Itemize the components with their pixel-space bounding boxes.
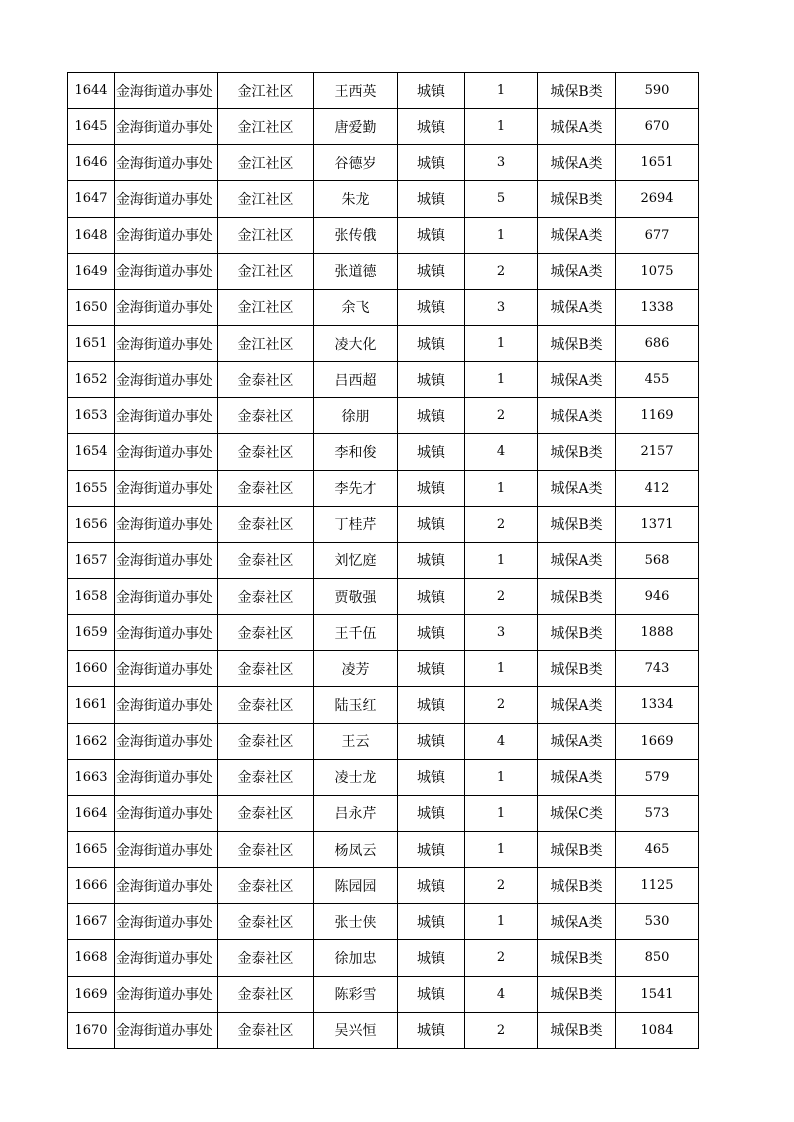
person-count-cell: 2 (465, 578, 538, 614)
category-cell: 城保B类 (538, 615, 616, 651)
community-cell: 金泰社区 (218, 831, 314, 867)
table-row (68, 868, 699, 904)
person-name-cell: 谷德岁 (314, 145, 398, 181)
household-type-cell: 城镇 (398, 1012, 465, 1048)
table-row (68, 651, 699, 687)
person-count-cell: 1 (465, 73, 538, 109)
person-name-cell: 李先才 (314, 470, 398, 506)
category-cell: 城保B类 (538, 73, 616, 109)
row-number-cell: 1665 (68, 831, 115, 867)
category-cell: 城保B类 (538, 1012, 616, 1048)
person-name-cell: 吕西超 (314, 362, 398, 398)
table-row (68, 904, 699, 940)
street-office-cell: 金海街道办事处 (115, 470, 218, 506)
community-cell: 金泰社区 (218, 362, 314, 398)
person-count-cell: 2 (465, 253, 538, 289)
person-count-cell: 1 (465, 109, 538, 145)
row-number-cell: 1645 (68, 109, 115, 145)
row-number-cell: 1647 (68, 181, 115, 217)
amount-cell: 1169 (616, 398, 699, 434)
table-row (68, 362, 699, 398)
category-cell: 城保A类 (538, 398, 616, 434)
row-number-cell: 1655 (68, 470, 115, 506)
person-count-cell: 3 (465, 289, 538, 325)
person-count-cell: 4 (465, 434, 538, 470)
person-name-cell: 王西英 (314, 73, 398, 109)
row-number-cell: 1663 (68, 759, 115, 795)
street-office-cell: 金海街道办事处 (115, 615, 218, 651)
street-office-cell: 金海街道办事处 (115, 398, 218, 434)
household-type-cell: 城镇 (398, 723, 465, 759)
amount-cell: 1075 (616, 253, 699, 289)
community-cell: 金泰社区 (218, 904, 314, 940)
household-type-cell: 城镇 (398, 145, 465, 181)
street-office-cell: 金海街道办事处 (115, 868, 218, 904)
street-office-cell: 金海街道办事处 (115, 145, 218, 181)
street-office-cell: 金海街道办事处 (115, 325, 218, 361)
category-cell: 城保A类 (538, 289, 616, 325)
amount-cell: 677 (616, 217, 699, 253)
household-type-cell: 城镇 (398, 470, 465, 506)
community-cell: 金泰社区 (218, 398, 314, 434)
community-cell: 金江社区 (218, 253, 314, 289)
household-type-cell: 城镇 (398, 759, 465, 795)
person-name-cell: 王云 (314, 723, 398, 759)
amount-cell: 850 (616, 940, 699, 976)
person-count-cell: 1 (465, 217, 538, 253)
household-type-cell: 城镇 (398, 542, 465, 578)
category-cell: 城保A类 (538, 470, 616, 506)
street-office-cell: 金海街道办事处 (115, 434, 218, 470)
row-number-cell: 1654 (68, 434, 115, 470)
row-number-cell: 1656 (68, 506, 115, 542)
community-cell: 金泰社区 (218, 542, 314, 578)
household-type-cell: 城镇 (398, 578, 465, 614)
category-cell: 城保A类 (538, 217, 616, 253)
household-type-cell: 城镇 (398, 615, 465, 651)
amount-cell: 743 (616, 651, 699, 687)
amount-cell: 1125 (616, 868, 699, 904)
person-name-cell: 贾敬强 (314, 578, 398, 614)
category-cell: 城保A类 (538, 542, 616, 578)
table-row (68, 506, 699, 542)
table-row (68, 470, 699, 506)
category-cell: 城保A类 (538, 759, 616, 795)
person-count-cell: 1 (465, 362, 538, 398)
row-number-cell: 1669 (68, 976, 115, 1012)
person-count-cell: 1 (465, 904, 538, 940)
table-row (68, 1012, 699, 1048)
person-count-cell: 4 (465, 976, 538, 1012)
household-type-cell: 城镇 (398, 325, 465, 361)
community-cell: 金泰社区 (218, 723, 314, 759)
row-number-cell: 1657 (68, 542, 115, 578)
community-cell: 金江社区 (218, 109, 314, 145)
category-cell: 城保B类 (538, 578, 616, 614)
person-name-cell: 徐朋 (314, 398, 398, 434)
person-count-cell: 1 (465, 759, 538, 795)
street-office-cell: 金海街道办事处 (115, 976, 218, 1012)
person-name-cell: 李和俊 (314, 434, 398, 470)
table-body (68, 73, 699, 1049)
row-number-cell: 1652 (68, 362, 115, 398)
amount-cell: 530 (616, 904, 699, 940)
amount-cell: 590 (616, 73, 699, 109)
community-cell: 金江社区 (218, 181, 314, 217)
table-row (68, 398, 699, 434)
amount-cell: 946 (616, 578, 699, 614)
category-cell: 城保A类 (538, 109, 616, 145)
community-cell: 金泰社区 (218, 434, 314, 470)
street-office-cell: 金海街道办事处 (115, 73, 218, 109)
amount-cell: 1651 (616, 145, 699, 181)
person-name-cell: 凌士龙 (314, 759, 398, 795)
community-cell: 金江社区 (218, 217, 314, 253)
person-count-cell: 2 (465, 687, 538, 723)
amount-cell: 1541 (616, 976, 699, 1012)
community-cell: 金泰社区 (218, 940, 314, 976)
person-count-cell: 1 (465, 325, 538, 361)
person-name-cell: 张传俄 (314, 217, 398, 253)
table-row (68, 73, 699, 109)
person-name-cell: 刘忆庭 (314, 542, 398, 578)
household-type-cell: 城镇 (398, 904, 465, 940)
table-row (68, 940, 699, 976)
amount-cell: 670 (616, 109, 699, 145)
community-cell: 金泰社区 (218, 578, 314, 614)
household-type-cell: 城镇 (398, 506, 465, 542)
community-cell: 金泰社区 (218, 615, 314, 651)
row-number-cell: 1646 (68, 145, 115, 181)
street-office-cell: 金海街道办事处 (115, 723, 218, 759)
table-row (68, 542, 699, 578)
community-cell: 金泰社区 (218, 759, 314, 795)
household-type-cell: 城镇 (398, 289, 465, 325)
street-office-cell: 金海街道办事处 (115, 904, 218, 940)
person-name-cell: 余飞 (314, 289, 398, 325)
street-office-cell: 金海街道办事处 (115, 217, 218, 253)
household-type-cell: 城镇 (398, 795, 465, 831)
community-cell: 金江社区 (218, 145, 314, 181)
category-cell: 城保B类 (538, 868, 616, 904)
person-name-cell: 凌芳 (314, 651, 398, 687)
household-type-cell: 城镇 (398, 362, 465, 398)
person-name-cell: 陈园园 (314, 868, 398, 904)
person-count-cell: 2 (465, 868, 538, 904)
person-name-cell: 吴兴恒 (314, 1012, 398, 1048)
category-cell: 城保B类 (538, 831, 616, 867)
person-name-cell: 朱龙 (314, 181, 398, 217)
community-cell: 金泰社区 (218, 506, 314, 542)
row-number-cell: 1651 (68, 325, 115, 361)
table-row (68, 759, 699, 795)
row-number-cell: 1659 (68, 615, 115, 651)
table-row (68, 109, 699, 145)
row-number-cell: 1653 (68, 398, 115, 434)
person-name-cell: 杨凤云 (314, 831, 398, 867)
amount-cell: 1338 (616, 289, 699, 325)
table-row (68, 687, 699, 723)
row-number-cell: 1670 (68, 1012, 115, 1048)
street-office-cell: 金海街道办事处 (115, 831, 218, 867)
category-cell: 城保A类 (538, 723, 616, 759)
category-cell: 城保A类 (538, 904, 616, 940)
table-row (68, 976, 699, 1012)
community-cell: 金泰社区 (218, 687, 314, 723)
row-number-cell: 1648 (68, 217, 115, 253)
person-count-cell: 1 (465, 470, 538, 506)
household-type-cell: 城镇 (398, 73, 465, 109)
household-type-cell: 城镇 (398, 398, 465, 434)
category-cell: 城保A类 (538, 362, 616, 398)
household-type-cell: 城镇 (398, 976, 465, 1012)
row-number-cell: 1668 (68, 940, 115, 976)
amount-cell: 412 (616, 470, 699, 506)
street-office-cell: 金海街道办事处 (115, 687, 218, 723)
table-row (68, 795, 699, 831)
household-type-cell: 城镇 (398, 109, 465, 145)
category-cell: 城保B类 (538, 651, 616, 687)
community-cell: 金泰社区 (218, 1012, 314, 1048)
household-type-cell: 城镇 (398, 434, 465, 470)
row-number-cell: 1662 (68, 723, 115, 759)
category-cell: 城保B类 (538, 940, 616, 976)
amount-cell: 1888 (616, 615, 699, 651)
amount-cell: 579 (616, 759, 699, 795)
amount-cell: 1669 (616, 723, 699, 759)
person-count-cell: 2 (465, 506, 538, 542)
table-row (68, 831, 699, 867)
street-office-cell: 金海街道办事处 (115, 759, 218, 795)
amount-cell: 1084 (616, 1012, 699, 1048)
row-number-cell: 1661 (68, 687, 115, 723)
street-office-cell: 金海街道办事处 (115, 506, 218, 542)
community-cell: 金泰社区 (218, 470, 314, 506)
household-type-cell: 城镇 (398, 253, 465, 289)
category-cell: 城保A类 (538, 253, 616, 289)
community-cell: 金江社区 (218, 289, 314, 325)
person-name-cell: 徐加忠 (314, 940, 398, 976)
row-number-cell: 1658 (68, 578, 115, 614)
community-cell: 金江社区 (218, 325, 314, 361)
amount-cell: 2694 (616, 181, 699, 217)
person-count-cell: 1 (465, 831, 538, 867)
street-office-cell: 金海街道办事处 (115, 542, 218, 578)
category-cell: 城保B类 (538, 976, 616, 1012)
table-row (68, 145, 699, 181)
community-cell: 金泰社区 (218, 976, 314, 1012)
person-name-cell: 张道德 (314, 253, 398, 289)
household-type-cell: 城镇 (398, 868, 465, 904)
amount-cell: 573 (616, 795, 699, 831)
street-office-cell: 金海街道办事处 (115, 578, 218, 614)
row-number-cell: 1650 (68, 289, 115, 325)
row-number-cell: 1660 (68, 651, 115, 687)
household-type-cell: 城镇 (398, 181, 465, 217)
table-row (68, 434, 699, 470)
table-row (68, 723, 699, 759)
table-row (68, 578, 699, 614)
category-cell: 城保B类 (538, 181, 616, 217)
person-count-cell: 4 (465, 723, 538, 759)
roster-table (67, 72, 699, 1049)
street-office-cell: 金海街道办事处 (115, 109, 218, 145)
person-count-cell: 1 (465, 651, 538, 687)
community-cell: 金泰社区 (218, 868, 314, 904)
person-name-cell: 张士侠 (314, 904, 398, 940)
person-name-cell: 陆玉红 (314, 687, 398, 723)
amount-cell: 455 (616, 362, 699, 398)
street-office-cell: 金海街道办事处 (115, 940, 218, 976)
street-office-cell: 金海街道办事处 (115, 289, 218, 325)
amount-cell: 465 (616, 831, 699, 867)
household-type-cell: 城镇 (398, 651, 465, 687)
person-count-cell: 3 (465, 145, 538, 181)
category-cell: 城保C类 (538, 795, 616, 831)
table-row (68, 253, 699, 289)
household-type-cell: 城镇 (398, 217, 465, 253)
person-count-cell: 1 (465, 542, 538, 578)
category-cell: 城保A类 (538, 687, 616, 723)
amount-cell: 568 (616, 542, 699, 578)
person-name-cell: 吕永芹 (314, 795, 398, 831)
street-office-cell: 金海街道办事处 (115, 181, 218, 217)
street-office-cell: 金海街道办事处 (115, 1012, 218, 1048)
category-cell: 城保A类 (538, 145, 616, 181)
person-count-cell: 1 (465, 795, 538, 831)
person-count-cell: 5 (465, 181, 538, 217)
amount-cell: 686 (616, 325, 699, 361)
category-cell: 城保B类 (538, 325, 616, 361)
community-cell: 金泰社区 (218, 651, 314, 687)
person-count-cell: 3 (465, 615, 538, 651)
person-name-cell: 陈彩雪 (314, 976, 398, 1012)
person-name-cell: 丁桂芹 (314, 506, 398, 542)
community-cell: 金泰社区 (218, 795, 314, 831)
amount-cell: 2157 (616, 434, 699, 470)
household-type-cell: 城镇 (398, 687, 465, 723)
row-number-cell: 1644 (68, 73, 115, 109)
street-office-cell: 金海街道办事处 (115, 253, 218, 289)
table-row (68, 615, 699, 651)
table-row (68, 289, 699, 325)
street-office-cell: 金海街道办事处 (115, 651, 218, 687)
amount-cell: 1371 (616, 506, 699, 542)
person-name-cell: 王千伍 (314, 615, 398, 651)
row-number-cell: 1667 (68, 904, 115, 940)
table-row (68, 325, 699, 361)
street-office-cell: 金海街道办事处 (115, 362, 218, 398)
row-number-cell: 1664 (68, 795, 115, 831)
household-type-cell: 城镇 (398, 940, 465, 976)
person-count-cell: 2 (465, 940, 538, 976)
category-cell: 城保B类 (538, 434, 616, 470)
person-name-cell: 凌大化 (314, 325, 398, 361)
amount-cell: 1334 (616, 687, 699, 723)
community-cell: 金江社区 (218, 73, 314, 109)
person-count-cell: 2 (465, 1012, 538, 1048)
household-type-cell: 城镇 (398, 831, 465, 867)
street-office-cell: 金海街道办事处 (115, 795, 218, 831)
row-number-cell: 1649 (68, 253, 115, 289)
person-name-cell: 唐爱勤 (314, 109, 398, 145)
row-number-cell: 1666 (68, 868, 115, 904)
table-row (68, 217, 699, 253)
table-row (68, 181, 699, 217)
person-count-cell: 2 (465, 398, 538, 434)
category-cell: 城保B类 (538, 506, 616, 542)
